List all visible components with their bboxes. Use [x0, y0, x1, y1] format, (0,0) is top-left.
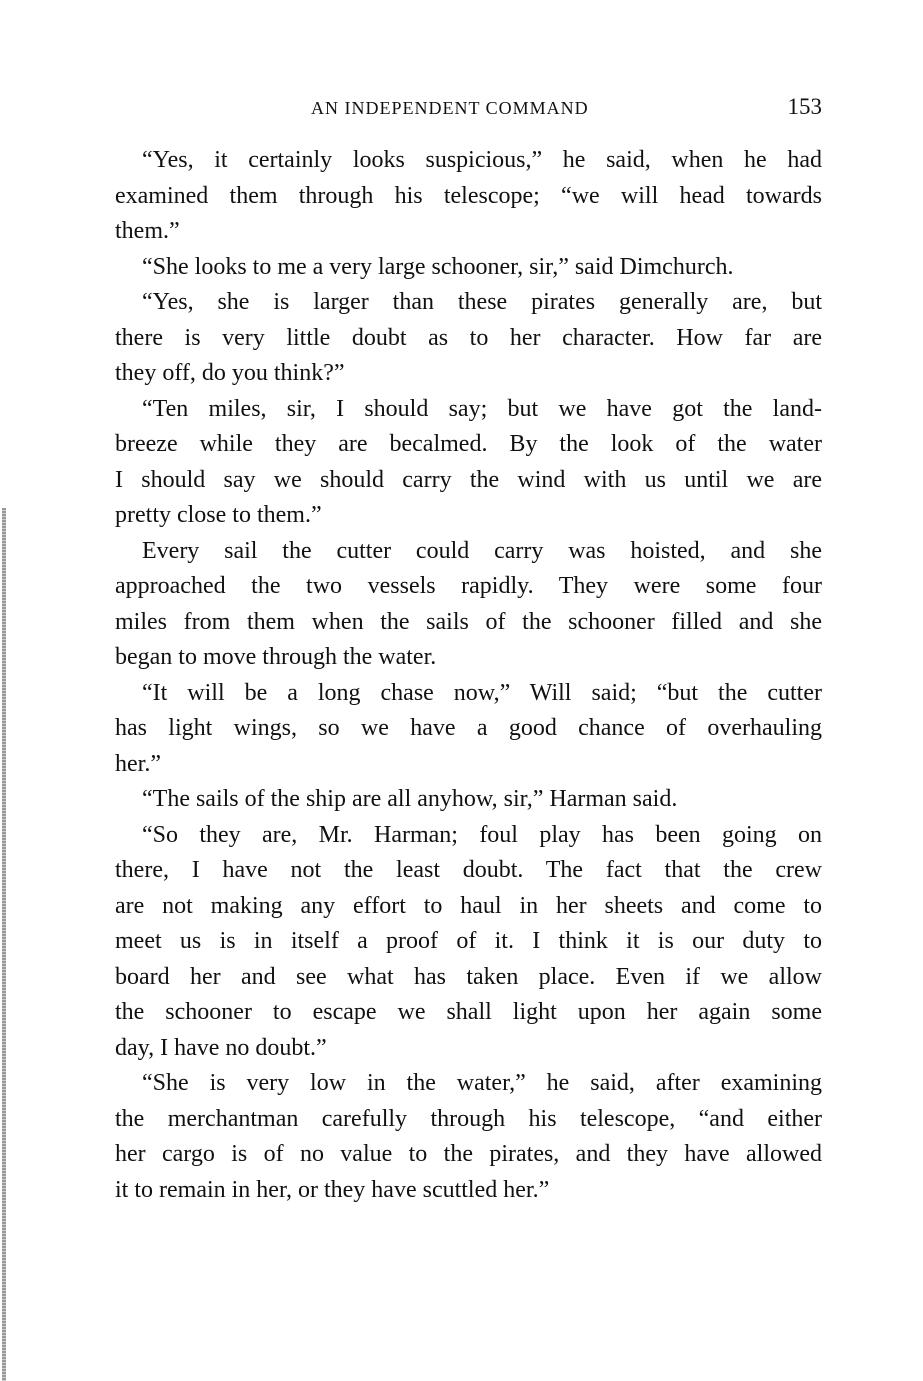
- paragraph: [115, 285, 822, 392]
- text-line: “She looks to me a very large schooner, sir,” said Dimchurch.: [142, 253, 734, 280]
- text-line: meet us is in itself a proof of it. I think it is our duty to: [115, 928, 822, 954]
- text-line: “It will be a long chase now,” Will said; “but the cutter: [142, 679, 822, 706]
- text-line: her.”: [115, 750, 161, 777]
- text-line: “Yes, it certainly looks suspicious,” he said, when he had: [142, 147, 822, 173]
- text-line: examined them through his telescope; “we will head towards: [115, 182, 822, 209]
- text-line: board her and see what has taken place. Even if we allow: [115, 963, 822, 990]
- paragraph: [115, 143, 822, 250]
- text-line: “Ten miles, sir, I should say; but we have got the land-: [142, 395, 822, 422]
- text-line: breeze while they are becalmed. By the look of the water: [115, 431, 822, 457]
- paragraph: [115, 250, 822, 286]
- page-number: 153: [787, 94, 822, 119]
- scan-binding-edge: [2, 508, 6, 1381]
- text-line: “She is very low in the water,” he said, after examining: [142, 1070, 822, 1096]
- text-line: miles from them when the sails of the schooner filled and she: [115, 608, 822, 635]
- text-line: it to remain in her, or they have scuttled her.”: [115, 1176, 550, 1203]
- text-line: they off, do you think?”: [115, 360, 345, 386]
- text-line: has light wings, so we have a good chance of overhauling: [115, 715, 822, 741]
- text-line: the merchantman carefully through his telescope, “and either: [115, 1105, 822, 1132]
- text-line: “Yes, she is larger than these pirates generally are, but: [142, 289, 822, 315]
- running-title: AN INDEPENDENT COMMAND: [311, 98, 589, 118]
- body-text: [115, 143, 822, 1208]
- text-line: her cargo is of no value to the pirates, and they have allowed: [115, 1141, 822, 1167]
- paragraph: [115, 782, 822, 818]
- text-line: I should say we should carry the wind with us until we are: [115, 466, 822, 493]
- paragraph: [115, 1066, 822, 1208]
- paragraph: [115, 534, 822, 676]
- text-line: them.”: [115, 218, 180, 244]
- paragraph: [115, 818, 822, 1067]
- text-line: “So they are, Mr. Harman; foul play has been going on: [142, 821, 822, 848]
- paragraph: [115, 676, 822, 783]
- text-line: Every sail the cutter could carry was hoisted, and she: [142, 537, 822, 564]
- text-line: approached the two vessels rapidly. They were some four: [115, 573, 822, 599]
- text-line: day, I have no doubt.”: [115, 1034, 327, 1061]
- text-line: “The sails of the ship are all anyhow, sir,” Harman said.: [142, 786, 678, 812]
- page-header: [115, 94, 822, 124]
- text-line: there is very little doubt as to her character. How far are: [115, 324, 822, 351]
- text-line: there, I have not the least doubt. The fact that the crew: [115, 857, 822, 883]
- paragraph: [115, 392, 822, 534]
- text-line: began to move through the water.: [115, 644, 437, 670]
- text-line: the schooner to escape we shall light upon her again some: [115, 999, 822, 1025]
- text-line: are not making any effort to haul in her sheets and come to: [115, 892, 822, 919]
- text-line: pretty close to them.”: [115, 502, 322, 528]
